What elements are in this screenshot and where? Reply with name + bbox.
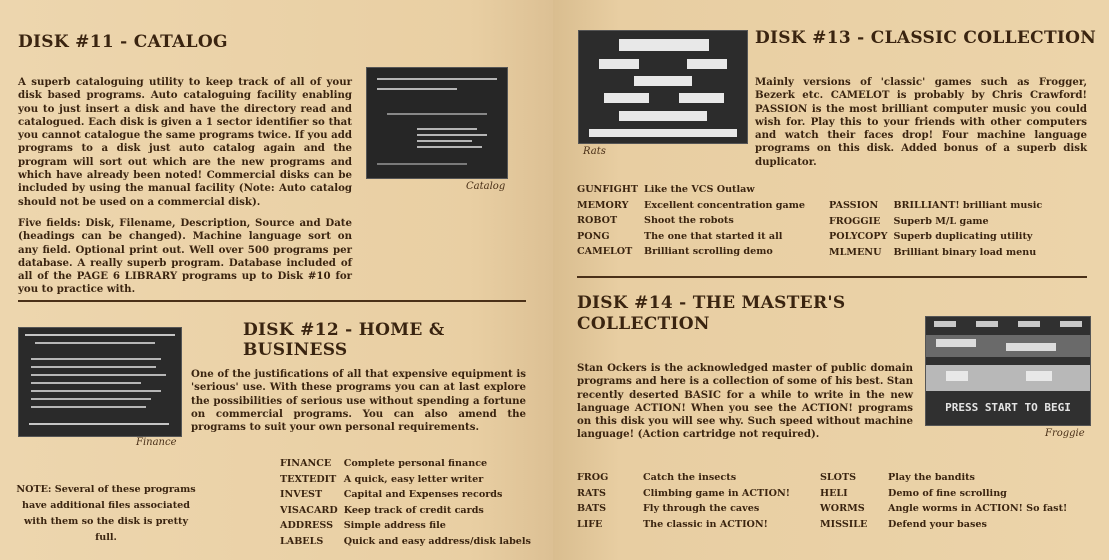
list-item — [829, 198, 1048, 214]
list-item — [577, 182, 811, 198]
program-desc: Play the bandits — [888, 472, 975, 483]
program-desc: Angle worms in ACTION! So fast! — [888, 503, 1068, 514]
list-item — [577, 517, 796, 533]
program-name: CAMELOT — [577, 246, 633, 257]
disk13-title: DISK #13 - CLASSIC COLLECTION — [755, 28, 1097, 48]
rats-caption: Rats — [583, 146, 606, 157]
program-desc: BRILLIANT! brilliant music — [893, 200, 1043, 211]
list-item — [820, 470, 1073, 486]
list-item — [577, 213, 811, 229]
list-item — [829, 245, 1048, 261]
program-desc: Keep track of credit cards — [343, 504, 484, 516]
program-name: HELI — [820, 487, 848, 499]
disk12-title: DISK #12 - HOME & BUSINESS — [243, 320, 445, 360]
catalog-caption: Catalog — [466, 181, 506, 192]
program-desc: Catch the insects — [643, 472, 737, 483]
program-desc: Superb duplicating utility — [893, 231, 1033, 242]
list-item — [577, 229, 811, 245]
disk14-program-list-left — [577, 470, 796, 532]
disk12-para: One of the justifications of all that expensive equipment is 'serious' use. With these programs you can at last explore the possibilities of serious use without spending a fortune on commercial programs. You can also amend the programs to suit your own personal requirements. — [191, 368, 526, 434]
program-desc: A quick, easy letter writer — [343, 473, 484, 485]
rats-screenshot — [578, 30, 748, 144]
program-desc: Like the VCS Outlaw — [644, 184, 755, 195]
program-name: INVEST — [280, 489, 323, 500]
program-name: MLMENU — [829, 246, 882, 258]
disk12-program-list — [280, 456, 537, 549]
program-desc: Defend your bases — [888, 518, 987, 530]
list-item — [280, 456, 537, 472]
list-item — [280, 487, 537, 503]
list-item — [829, 229, 1048, 245]
program-desc: Quick and easy address/disk labels — [343, 535, 531, 547]
froggie-screen-text: PRESS START TO BEGI — [945, 401, 1071, 414]
list-item — [280, 472, 537, 488]
rats-game-graphic — [579, 31, 747, 143]
disk13-body — [755, 76, 1087, 177]
program-name: POLYCOPY — [829, 231, 888, 242]
section-divider — [577, 276, 1087, 278]
program-desc: The one that started it all — [644, 230, 783, 242]
program-desc: Shoot the robots — [644, 215, 734, 226]
program-desc: Complete personal finance — [343, 458, 488, 469]
program-desc: Demo of fine scrolling — [888, 487, 1007, 499]
disk14-para: Stan Ockers is the acknowledged master of public domain programs and here is a collection of some of his best. Stan recently deserted BASIC for a while to write in the new language ACTION! When you see the ACTION! programs on this disk you will see why. Such speed without machine language! (Action cartridge not required). — [577, 362, 914, 441]
disk12-body — [191, 368, 526, 442]
list-item — [820, 501, 1073, 517]
froggie-screenshot — [925, 316, 1091, 426]
list-item — [577, 486, 796, 502]
disk11-title: DISK #11 - CATALOG — [18, 32, 228, 52]
disk14-title — [577, 293, 845, 335]
program-name: TEXTEDIT — [280, 473, 337, 485]
catalog-screenshot — [366, 67, 508, 179]
program-name: BATS — [577, 503, 607, 514]
program-name: FROG — [577, 472, 609, 483]
program-desc: Climbing game in ACTION! — [643, 487, 790, 499]
program-desc: Brilliant binary load menu — [893, 246, 1037, 258]
list-item — [577, 470, 796, 486]
list-item — [577, 198, 811, 214]
program-name: MEMORY — [577, 199, 629, 211]
list-item — [280, 534, 537, 550]
right-page — [553, 0, 1109, 560]
list-item — [820, 486, 1073, 502]
disk11-para2: Five fields: Disk, Filename, Description, Source and Date (headings can be changed). Machine language sort on any field. Optional print out. Well over 500 programs per database. A really superb program. Database included of all of the PAGE 6 LIBRARY programs up to Disk #10 for you to practice with. — [18, 216, 352, 296]
disk13-para: Mainly versions of 'classic' games such as Frogger, Bezerk etc. CAMELOT is probably by Chris Crawford! PASSION is the most brilliant computer music you could wish for. Play this to your friends with other computers and watch their faces drop! Four machine language programs on this disk. Added bonus of a superb disk duplicator. — [755, 76, 1087, 168]
list-item — [829, 214, 1048, 230]
program-name: PONG — [577, 230, 610, 242]
program-name: FROGGIE — [829, 215, 881, 227]
finance-caption: Finance — [136, 437, 177, 448]
program-desc: Brilliant scrolling demo — [644, 246, 773, 257]
disk14-program-list-right — [820, 470, 1073, 532]
froggie-caption: Froggie — [1045, 428, 1085, 439]
disk13-program-list-left — [577, 182, 811, 260]
program-name: ROBOT — [577, 215, 618, 226]
program-desc: Capital and Expenses records — [343, 489, 503, 500]
program-name: ADDRESS — [280, 520, 334, 531]
disk12-note: NOTE: Several of these programs have additional files associated with them so the disk is pretty full. — [16, 484, 196, 543]
left-page — [0, 0, 553, 560]
list-item — [280, 518, 537, 534]
program-name: SLOTS — [820, 472, 857, 483]
disk14-body — [577, 362, 913, 450]
list-item — [280, 503, 537, 519]
list-item — [577, 501, 796, 517]
program-desc: Fly through the caves — [643, 503, 760, 514]
finance-screenshot — [18, 327, 182, 437]
program-desc: Simple address file — [343, 520, 446, 531]
program-name: MISSILE — [820, 518, 868, 530]
program-name: VISACARD — [280, 504, 338, 516]
list-item — [577, 244, 811, 260]
disk11-para1: A superb cataloguing utility to keep track of all of your disk based programs. Auto cataloguing facility enabling you to just insert a disk and have the directory read and catalogued. Each disk is given a 1 sector identifier so that you cannot catalogue the same programs twice. If you add programs to a disk just auto catalog again and the program will sort out which are the new programs and which have already been noted! Commercial disks can be included by using the manual facility (Note: Auto catalog should not be used on a commercial disk). — [18, 76, 352, 208]
list-item — [820, 517, 1073, 533]
section-divider — [18, 300, 526, 302]
program-desc: Excellent concentration game — [644, 199, 805, 211]
program-name: GUNFIGHT — [577, 184, 639, 195]
program-name: RATS — [577, 487, 606, 499]
program-name: WORMS — [820, 503, 865, 514]
disk14-title-line2: COLLECTION — [577, 314, 710, 334]
program-desc: The classic in ACTION! — [643, 518, 768, 530]
disk11-body — [18, 76, 352, 305]
disk14-title-line1: DISK #14 - THE MASTER'S — [577, 293, 846, 313]
program-name: LABELS — [280, 535, 324, 547]
program-name: LIFE — [577, 518, 603, 530]
disk13-program-list-right — [829, 198, 1048, 260]
program-desc: Superb M/L game — [893, 215, 989, 227]
program-name: PASSION — [829, 200, 879, 211]
program-name: FINANCE — [280, 458, 332, 469]
